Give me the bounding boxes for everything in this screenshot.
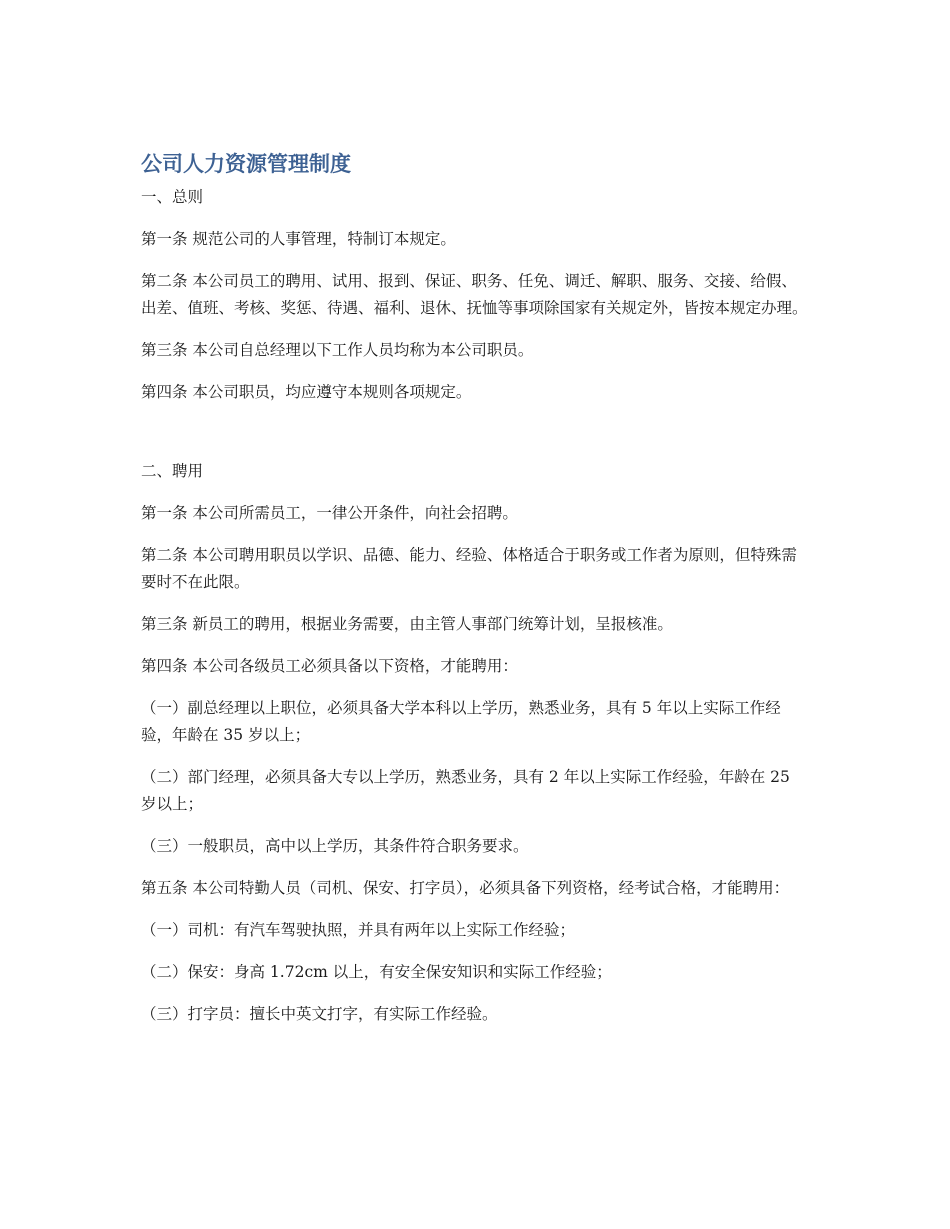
section-hiring: [141, 458, 809, 1028]
article-paragraph: 第三条 本公司自总经理以下工作人员均称为本公司职员。: [141, 341, 534, 359]
section-general: [141, 184, 809, 406]
section-heading: 一、总则: [141, 188, 204, 206]
article-paragraph: 第二条 本公司聘用职员以学识、品德、能力、经验、体格适合于职务或工作者为原则，但特殊需要时不在此限。: [141, 546, 797, 591]
article-paragraph: 第一条 规范公司的人事管理，特制订本规定。: [141, 230, 456, 248]
list-item: （三）一般职员，高中以上学历，其条件符合职务要求。: [141, 837, 529, 855]
article-paragraph: 第四条 本公司各级员工必须具备以下资格，才能聘用：: [141, 657, 518, 675]
list-item: （二）保安：身高 1.72cm 以上，有安全保安知识和实际工作经验；: [141, 963, 612, 981]
list-item: （二）部门经理，必须具备大专以上学历，熟悉业务，具有 2 年以上实际工作经验，年龄在 25 岁以上；: [141, 768, 790, 813]
list-item: （一）司机：有汽车驾驶执照，并具有两年以上实际工作经验；: [141, 921, 576, 939]
article-paragraph: 第一条 本公司所需员工，一律公开条件，向社会招聘。: [141, 504, 518, 522]
list-item: （三）打字员：擅长中英文打字，有实际工作经验。: [141, 1005, 498, 1023]
section-heading: 二、聘用: [141, 462, 204, 480]
document-title: 公司人力资源管理制度: [141, 152, 351, 176]
article-paragraph: 第三条 新员工的聘用，根据业务需要，由主管人事部门统筹计划，呈报核准。: [141, 615, 673, 633]
article-paragraph: 第四条 本公司职员，均应遵守本规则各项规定。: [141, 383, 472, 401]
article-paragraph: 第五条 本公司特勤人员（司机、保安、打字员），必须具备下列资格，经考试合格，才能聘用：: [141, 879, 790, 897]
list-item: （一）副总经理以上职位，必须具备大学本科以上学历，熟悉业务，具有 5 年以上实际工作经验，年龄在 35 岁以上；: [141, 699, 781, 744]
document-page: [141, 148, 809, 1028]
article-paragraph: 第二条 本公司员工的聘用、试用、报到、保证、职务、任免、调迁、解职、服务、交接、给假、出差、值班、考核、奖惩、待遇、福利、退休、抚恤等事项除国家有关规定外，皆按本规定办理。: [141, 272, 808, 317]
